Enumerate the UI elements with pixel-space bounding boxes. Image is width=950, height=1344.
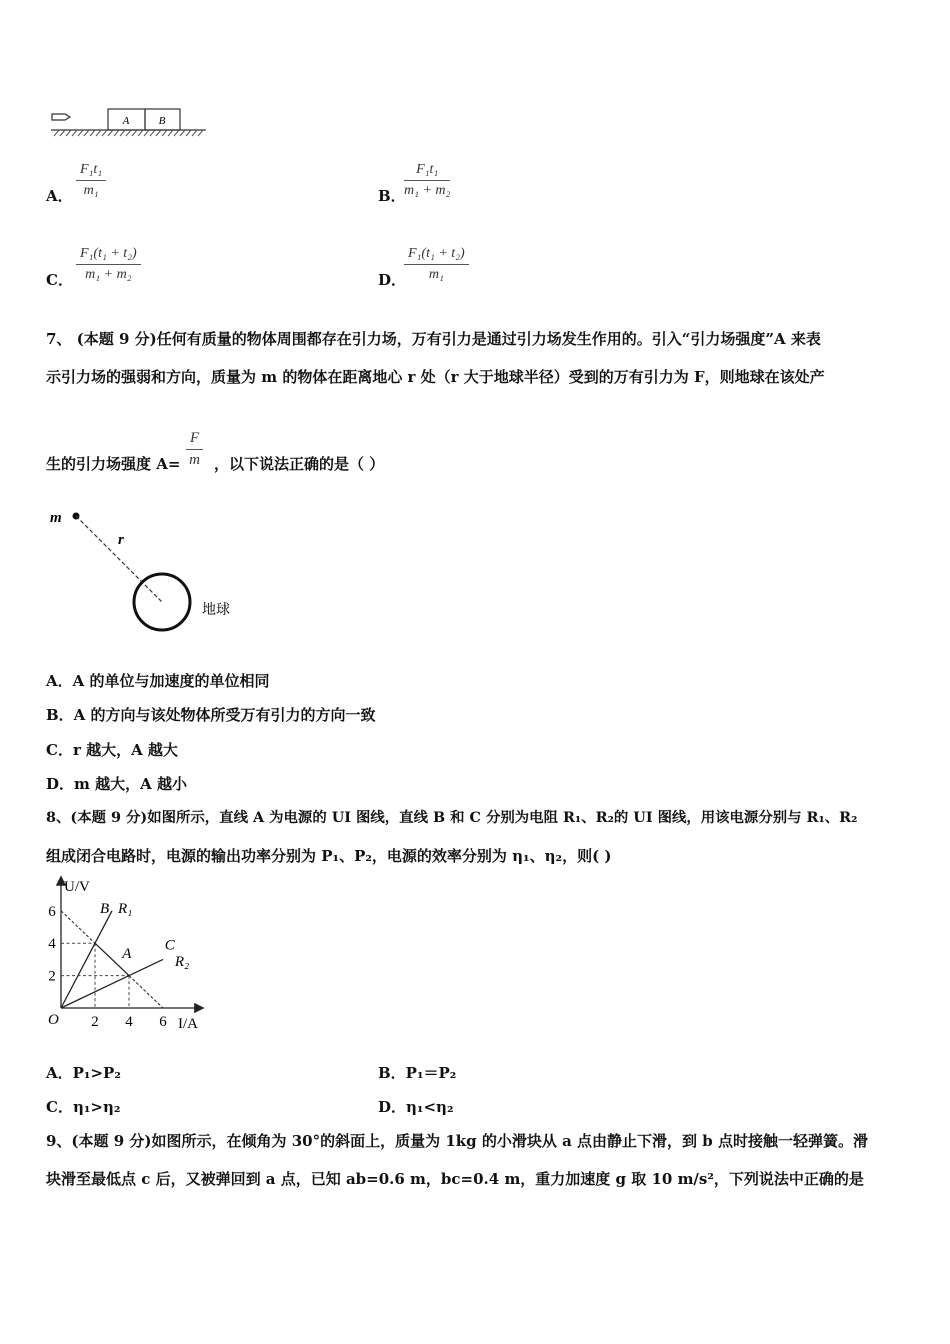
block-a-label: A xyxy=(122,115,130,127)
series-c-r2-label: R₂ xyxy=(174,953,190,970)
q6-option-b-fraction xyxy=(404,162,450,199)
q6-option-d-num: F₁(t₁ + t₂) xyxy=(404,246,469,265)
series-b-label: B xyxy=(100,900,110,917)
earth-figure xyxy=(44,500,254,640)
y-tick-2: 2 xyxy=(48,968,56,985)
q8-line2: 组成闭合电路时，电源的输出功率分别为 P₁、P₂，电源的效率分别为 η₁、η₂，则( ) xyxy=(46,847,612,865)
ui-chart xyxy=(40,872,220,1036)
q6-option-a-fraction xyxy=(76,162,106,199)
ground-hatch xyxy=(54,130,203,136)
q8-option-c[interactable]: C．η₁>η₂ xyxy=(46,1098,121,1116)
q6-option-c-num: F₁(t₁ + t₂) xyxy=(76,246,141,265)
q9-line2: 块滑至最低点 c 后，又被弹回到 a 点，已知 ab=0.6 m，bc=0.4 m，重力加速度 g 取 10 m/s²，下列说法中正确的是 xyxy=(46,1170,864,1188)
q6-option-c-fraction xyxy=(76,246,141,283)
q6-option-d-den: m₁ xyxy=(428,267,444,282)
q7-line3-pre: 生的引力场强度 A= xyxy=(46,455,181,473)
origin-label: O xyxy=(48,1012,59,1028)
earth-label: 地球 xyxy=(202,602,230,618)
guide-lines xyxy=(61,943,129,1008)
x-axis-label: I/A xyxy=(178,1016,198,1032)
q6-option-d-label[interactable]: D． xyxy=(378,271,407,289)
q6-option-b-den: m₁ + m₂ xyxy=(404,183,451,198)
q7-frac-num: F xyxy=(186,430,203,450)
q6-option-d-fraction xyxy=(404,246,469,283)
blocks-figure xyxy=(48,106,210,138)
q8-line1: 8、(本题 9 分)如图所示，直线 A 为电源的 UI 图线，直线 B 和 C 分别为电阻 R₁、R₂的 UI 图线，用该电源分别与 R₁、R₂ xyxy=(46,809,858,826)
q6-option-b-num: F₁t₁ xyxy=(404,162,450,181)
tick-labels xyxy=(48,904,167,1030)
series-a-label: A xyxy=(122,945,132,962)
q6-option-a-num: F₁t₁ xyxy=(76,162,106,181)
q6-option-a-label[interactable]: A． xyxy=(46,187,73,205)
bullet-icon xyxy=(52,114,70,120)
q8-option-a[interactable]: A．P₁>P₂ xyxy=(46,1064,121,1082)
q6-option-a-den: m₁ xyxy=(83,183,99,198)
q7-option-c[interactable]: C．r 越大，A 越大 xyxy=(46,741,178,759)
q9-line1: 9、(本题 9 分)如图所示，在倾角为 30°的斜面上，质量为 1kg 的小滑块从 a 点由静止下滑，到 b 点时接触一轻弹簧。滑 xyxy=(46,1132,868,1150)
distance-line xyxy=(76,516,162,602)
x-tick-4: 4 xyxy=(125,1014,133,1030)
q7-line1: 7、 (本题 9 分)任何有质量的物体周围都存在引力场，万有引力是通过引力场发生作用的。引入“引力场强度”A 来表 xyxy=(46,330,821,348)
y-tick-4: 4 xyxy=(48,936,56,953)
series-c-label: C xyxy=(164,937,175,954)
q7-option-d[interactable]: D．m 越大，A 越小 xyxy=(46,775,187,793)
q6-option-c-label[interactable]: C． xyxy=(46,271,73,289)
q7-frac-den: m xyxy=(189,452,200,468)
series-a-dashed-upper xyxy=(61,911,95,943)
x-tick-6: 6 xyxy=(159,1014,167,1030)
q8-option-b[interactable]: B．P₁＝P₂ xyxy=(378,1064,457,1082)
x-tick-2: 2 xyxy=(91,1014,99,1030)
q7-option-a[interactable]: A．A 的单位与加速度的单位相同 xyxy=(46,672,270,690)
q8-option-d[interactable]: D．η₁<η₂ xyxy=(378,1098,454,1116)
distance-label: r xyxy=(118,532,124,548)
q7-line3-post: ，以下说法正确的是（ ） xyxy=(214,455,385,473)
series-b-line xyxy=(61,911,112,1008)
series-c-line xyxy=(61,959,163,1008)
block-b-label: B xyxy=(158,115,166,127)
mass-label: m xyxy=(50,510,62,526)
q7-fraction xyxy=(186,430,203,469)
series-group xyxy=(61,901,189,1008)
y-axis-label: U/V xyxy=(64,879,90,895)
series-a-dashed-lower xyxy=(129,976,163,1008)
q7-option-b[interactable]: B．A 的方向与该处物体所受万有引力的方向一致 xyxy=(46,706,376,724)
q6-option-b-label[interactable]: B． xyxy=(378,187,406,205)
y-tick-6: 6 xyxy=(48,903,56,920)
q6-option-c-den: m₁ + m₂ xyxy=(85,267,132,282)
series-b-r1-label: R₁ xyxy=(118,900,133,917)
q7-line2: 示引力场的强弱和方向，质量为 m 的物体在距离地心 r 处（r 大于地球半径）受到的万有引力为 F，则地球在该处产 xyxy=(46,368,825,386)
